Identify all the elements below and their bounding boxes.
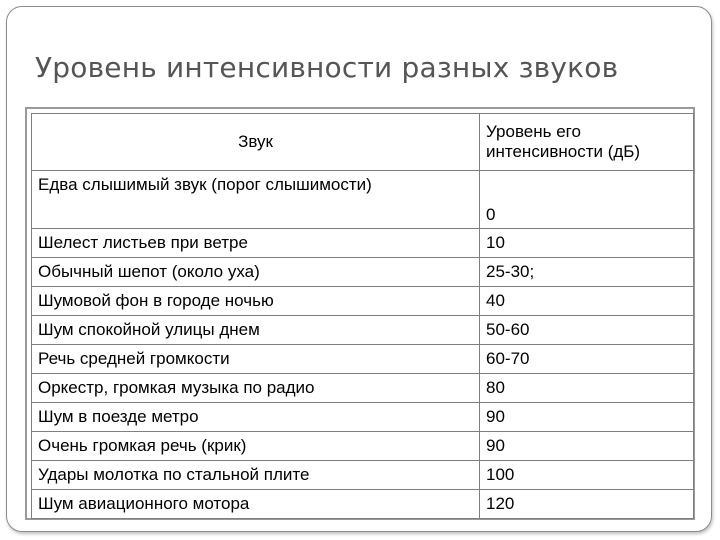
cell-sound: Шум спокойной улицы днем	[32, 316, 480, 345]
cell-level: 50-60	[480, 316, 694, 345]
header-sound: Звук	[32, 114, 480, 171]
table-row	[32, 229, 694, 258]
cell-level: 100	[480, 461, 694, 490]
table-row	[32, 345, 694, 374]
cell-level: 80	[480, 374, 694, 403]
table-row	[32, 461, 694, 490]
slide-title: Уровень интенсивности разных звуков	[35, 51, 619, 84]
slide	[6, 6, 712, 532]
table-row	[32, 258, 694, 287]
cell-level: 60-70	[480, 345, 694, 374]
cell-sound: Шум в поезде метро	[32, 403, 480, 432]
table-row	[32, 403, 694, 432]
table-row	[32, 374, 694, 403]
cell-sound: Речь средней громкости	[32, 345, 480, 374]
table-row	[32, 490, 694, 519]
table-row	[32, 287, 694, 316]
cell-level: 25-30;	[480, 258, 694, 287]
cell-sound: Едва слышимый звук (порог слышимости)	[32, 171, 480, 229]
sound-intensity-table	[31, 113, 694, 519]
cell-level: 40	[480, 287, 694, 316]
table-header-row	[32, 114, 694, 171]
cell-level: 90	[480, 403, 694, 432]
table-row	[32, 171, 694, 229]
cell-sound: Оркестр, громкая музыка по радио	[32, 374, 480, 403]
cell-sound: Шумовой фон в городе ночью	[32, 287, 480, 316]
cell-sound: Шелест листьев при ветре	[32, 229, 480, 258]
cell-sound: Очень громкая речь (крик)	[32, 432, 480, 461]
cell-level: 120	[480, 490, 694, 519]
cell-level: 10	[480, 229, 694, 258]
table-frame	[25, 107, 695, 520]
table-row	[32, 432, 694, 461]
table-row	[32, 316, 694, 345]
cell-level: 90	[480, 432, 694, 461]
header-level: Уровень его интенсивности (дБ)	[480, 114, 694, 171]
cell-sound: Обычный шепот (около уха)	[32, 258, 480, 287]
cell-sound: Удары молотка по стальной плите	[32, 461, 480, 490]
cell-sound: Шум авиационного мотора	[32, 490, 480, 519]
cell-level: 0	[480, 171, 694, 229]
